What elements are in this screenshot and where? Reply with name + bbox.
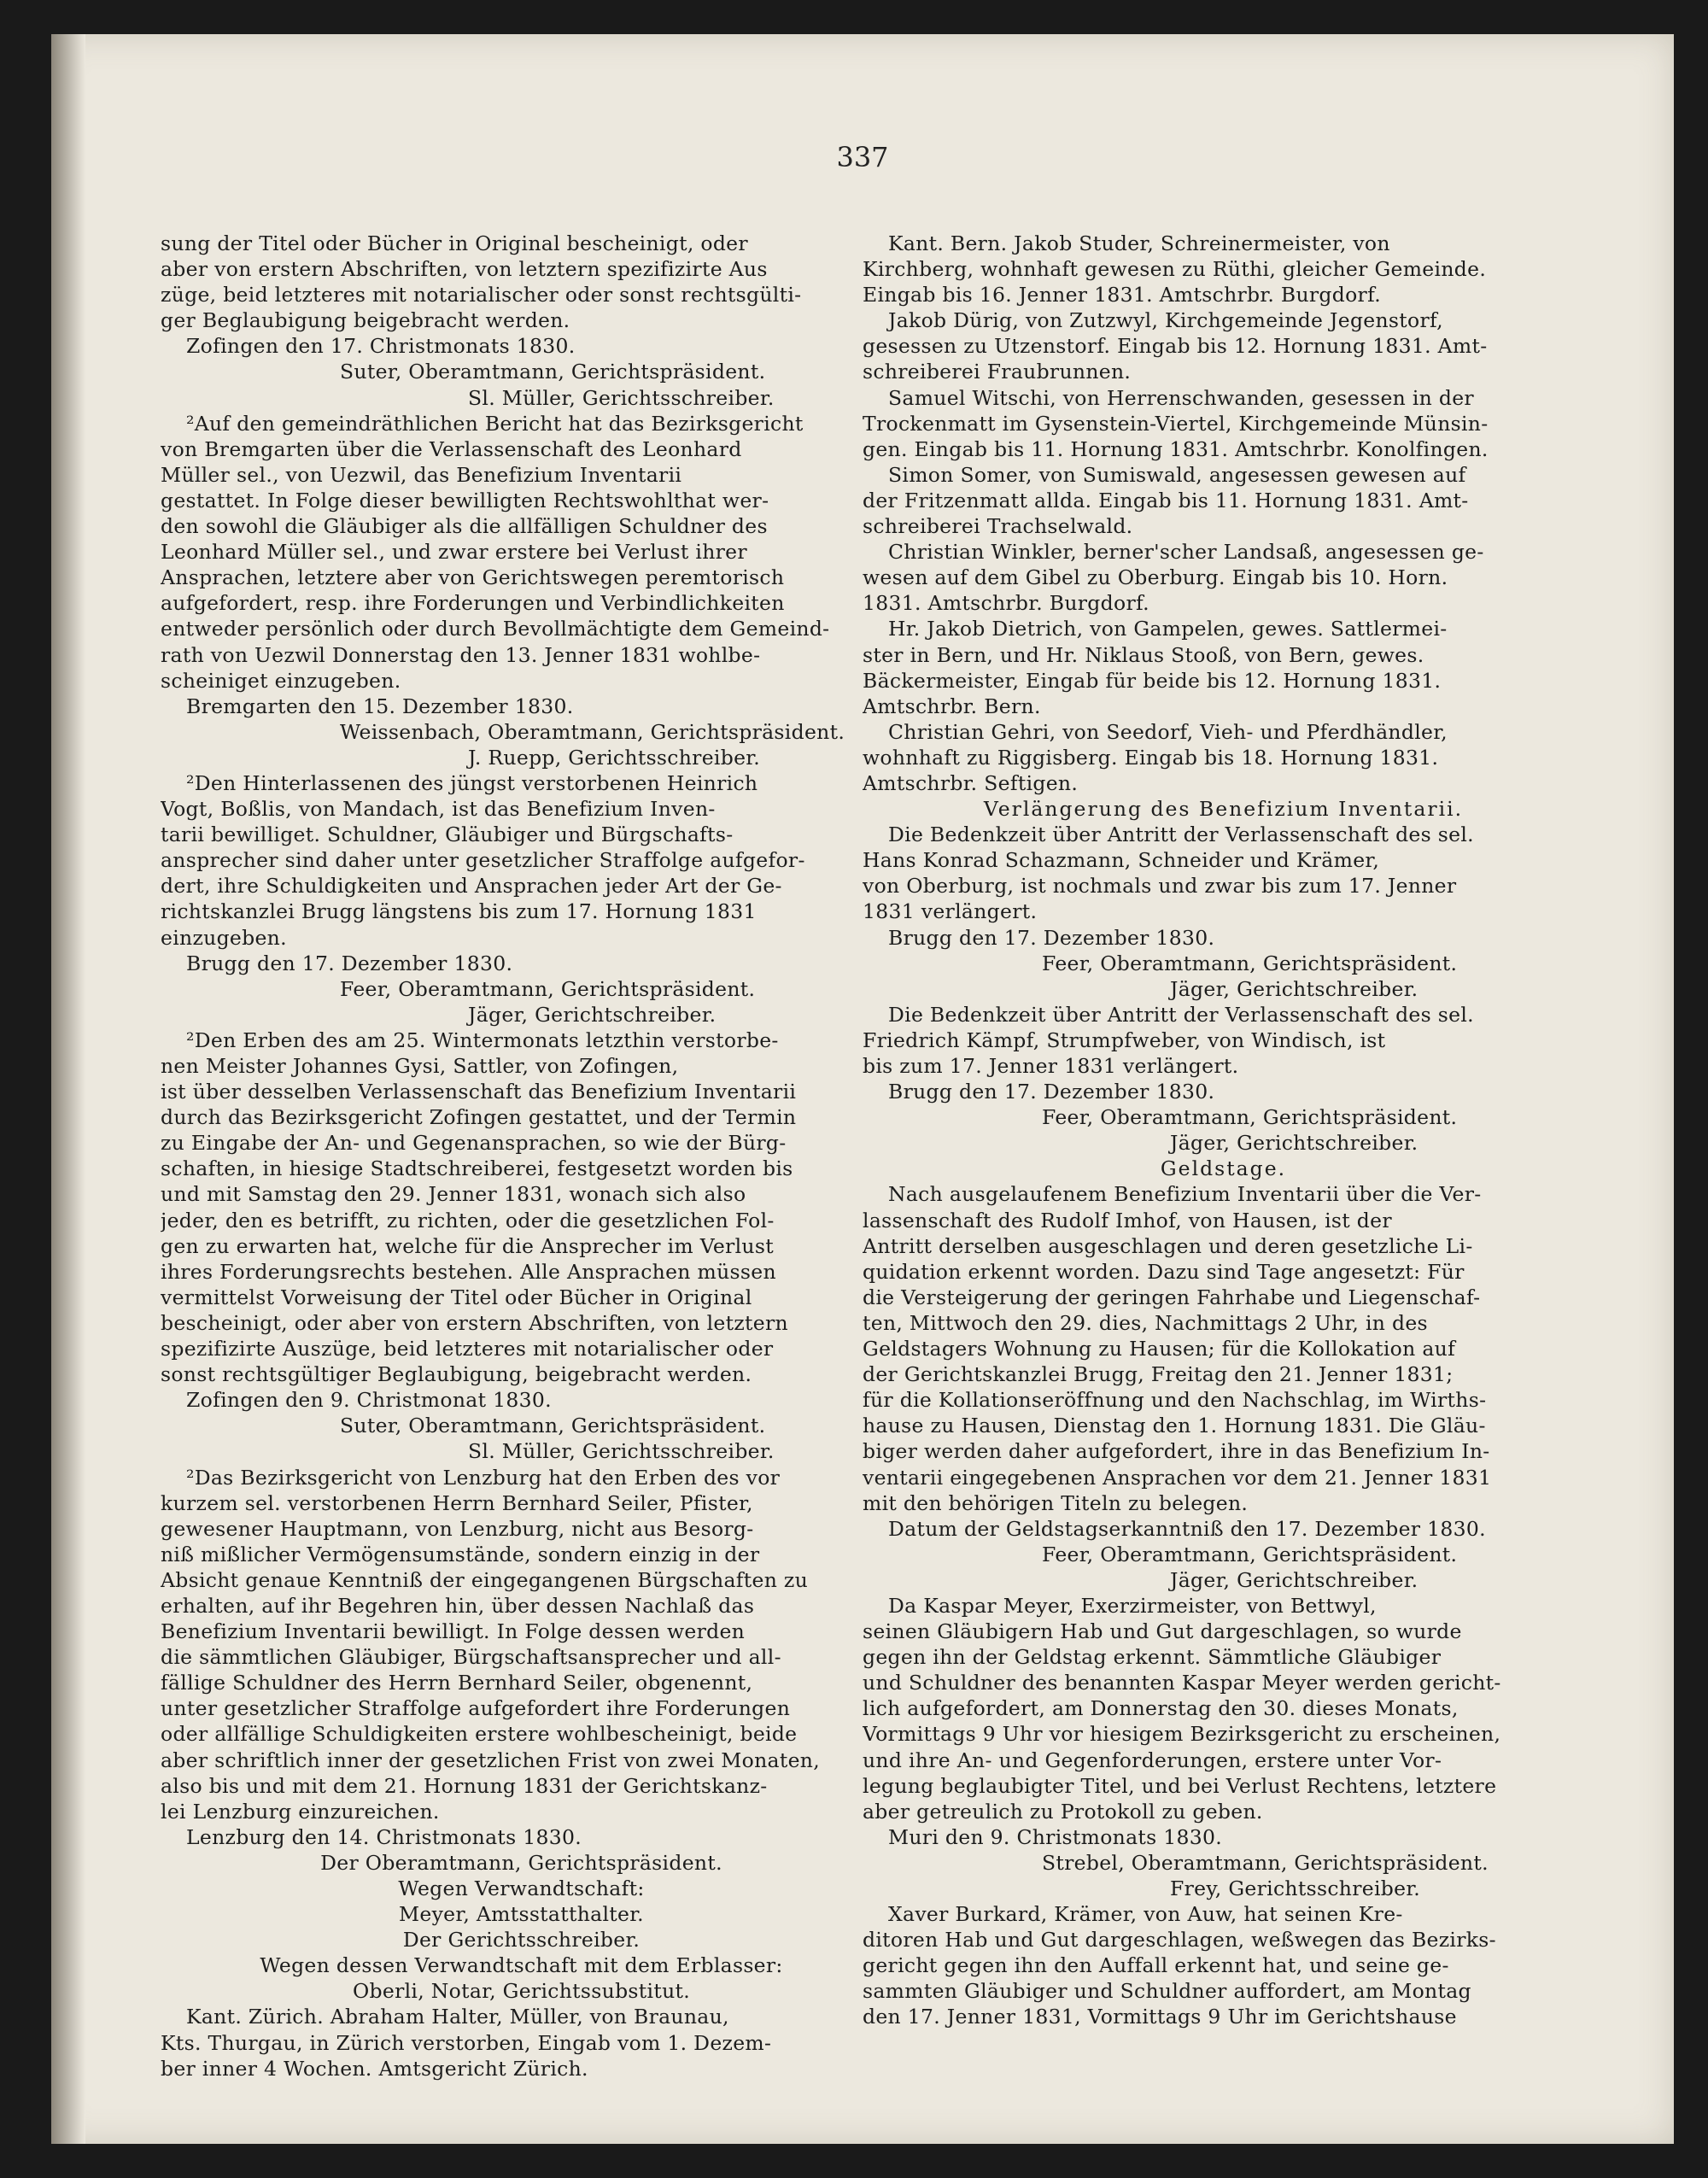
text-line: Der Oberamtmann, Gerichtspräsident.	[320, 1850, 722, 1875]
text-line: spezifizirte Auszüge, beid letzteres mit notarialischer oder	[161, 1337, 774, 1361]
text-line: sammten Gläubiger und Schuldner auffordert, am Montag	[863, 1979, 1471, 2004]
text-line: Antritt derselben ausgeschlagen und deren gesetzliche Li-	[863, 1233, 1473, 1258]
text-line: Kts. Thurgau, in Zürich verstorben, Eingab vom 1. Dezem-	[161, 2030, 772, 2055]
text-line: für die Kollationseröffnung und den Nachschlag, im Wirths-	[863, 1388, 1487, 1413]
text-line: Feer, Oberamtmann, Gerichtspräsident.	[1042, 1105, 1458, 1130]
text-line: nen Meister Johannes Gysi, Sattler, von Zofingen,	[161, 1054, 679, 1078]
text-line: J. Ruepp, Gerichtsschreiber.	[468, 745, 761, 770]
text-line: Zofingen den 17. Christmonats 1830.	[186, 334, 576, 359]
text-line: einzugeben.	[161, 925, 287, 950]
text-line: Feer, Oberamtmann, Gerichtspräsident.	[1042, 951, 1458, 975]
text-line: Vogt, Boßlis, von Mandach, ist das Benefizium Inven-	[161, 797, 716, 822]
text-line: Christian Winkler, berner'scher Landsaß, angesessen ge-	[888, 540, 1484, 565]
text-line: die Versteigerung der geringen Fahrhabe und Liegenschaf-	[863, 1285, 1481, 1309]
text-line: den 17. Jenner 1831, Vormittags 9 Uhr im Gerichtshause	[863, 2005, 1457, 2029]
text-line: Die Bedenkzeit über Antritt der Verlassenschaft des sel.	[888, 1002, 1474, 1027]
text-line: ger Beglaubigung beigebracht werden.	[161, 308, 570, 333]
text-line: schaften, in hiesige Stadtschreiberei, festgesetzt worden bis	[161, 1156, 793, 1181]
right-column	[863, 231, 1584, 2030]
text-line: Der Gerichtsschreiber.	[402, 1928, 640, 1953]
text-line: gericht gegen ihn den Auffall erkennt hat, und seine ge-	[863, 1953, 1449, 1978]
text-line: von Bremgarten über die Verlassenschaft des Leonhard	[161, 436, 742, 461]
text-line: Weissenbach, Oberamtmann, Gerichtspräsident.	[340, 719, 845, 744]
text-line: Zofingen den 9. Christmonat 1830.	[186, 1388, 552, 1413]
section-heading: Geldstage.	[1160, 1156, 1287, 1181]
text-line: Frey, Gerichtsschreiber.	[1170, 1876, 1421, 1900]
text-line: sung der Titel oder Bücher in Original bescheinigt, oder	[161, 231, 748, 255]
text-line: Wegen dessen Verwandtschaft mit dem Erblasser:	[260, 1953, 783, 1978]
text-line: 1831. Amtschrbr. Burgdorf.	[863, 591, 1149, 616]
text-line: Feer, Oberamtmann, Gerichtspräsident.	[340, 976, 756, 1001]
text-line: züge, beid letzteres mit notarialischer oder sonst rechtsgülti-	[161, 283, 802, 307]
text-line: der Gerichtskanzlei Brugg, Freitag den 21. Jenner 1831;	[863, 1362, 1454, 1387]
text-line: vermittelst Vorweisung der Titel oder Bücher in Original	[161, 1285, 752, 1309]
text-line: lei Lenzburg einzureichen.	[161, 1799, 440, 1824]
text-line: mit den behörigen Titeln zu belegen.	[863, 1490, 1249, 1515]
text-line: hause zu Hausen, Dienstag den 1. Hornung 1831. Die Gläu-	[863, 1414, 1486, 1438]
text-line: gewesener Hauptmann, von Lenzburg, nicht aus Besorg-	[161, 1516, 754, 1541]
text-line: Trockenmatt im Gysenstein-Viertel, Kirchgemeinde Münsin-	[863, 411, 1489, 436]
text-line: Suter, Oberamtmann, Gerichtspräsident.	[340, 360, 766, 384]
text-line: Sl. Müller, Gerichtsschreiber.	[468, 385, 775, 410]
text-line: zu Eingabe der An- und Gegenansprachen, so wie der Bürg-	[161, 1131, 787, 1156]
text-line: unter gesetzlicher Straffolge aufgefordert ihre Forderungen	[161, 1696, 791, 1721]
text-line: Kant. Bern. Jakob Studer, Schreinermeister, von	[888, 231, 1390, 255]
text-line: Geldstagers Wohnung zu Hausen; für die Kollokation auf	[863, 1337, 1456, 1361]
text-line: Bremgarten den 15. Dezember 1830.	[186, 694, 574, 718]
text-line: gestattet. In Folge dieser bewilligten Rechtswohlthat wer-	[161, 488, 769, 512]
text-line: aber schriftlich inner der gesetzlichen Frist von zwei Monaten,	[161, 1748, 821, 1772]
text-line: und Schuldner des benannten Kaspar Meyer werden gericht-	[863, 1671, 1501, 1695]
text-line: Vormittags 9 Uhr vor hiesigem Bezirksgericht zu erscheinen,	[863, 1722, 1501, 1747]
text-line: gesessen zu Utzenstorf. Eingab bis 12. Hornung 1831. Amt-	[863, 334, 1488, 359]
text-line: ihres Forderungsrechts bestehen. Alle Ansprachen müssen	[161, 1259, 776, 1284]
text-line: Christian Gehri, von Seedorf, Vieh- und Pferdhändler,	[888, 719, 1448, 744]
text-line: Lenzburg den 14. Christmonats 1830.	[186, 1824, 582, 1849]
text-line: Brugg den 17. Dezember 1830.	[186, 951, 513, 975]
text-line: scheiniget einzugeben.	[161, 668, 401, 693]
text-line: ²Den Erben des am 25. Wintermonats letzthin verstorbe-	[186, 1028, 779, 1052]
text-line: aber getreulich zu Protokoll zu geben.	[863, 1799, 1263, 1824]
text-line: Benefizium Inventarii bewilligt. In Folge dessen werden	[161, 1619, 746, 1644]
text-line: kurzem sel. verstorbenen Herrn Bernhard Seiler, Pfister,	[161, 1490, 753, 1515]
text-line: Oberli, Notar, Gerichtssubstitut.	[352, 1979, 691, 2004]
text-line: oder allfällige Schuldigkeiten erstere wohlbescheinigt, beide	[161, 1722, 798, 1747]
text-line: Bäckermeister, Eingab für beide bis 12. Hornung 1831.	[863, 668, 1442, 693]
text-line: ten, Mittwoch den 29. dies, Nachmittags 2 Uhr, in des	[863, 1310, 1428, 1335]
text-line: Simon Somer, von Sumiswald, angesessen gewesen auf	[888, 462, 1466, 487]
text-line: Eingab bis 16. Jenner 1831. Amtschrbr. Burgdorf.	[863, 283, 1382, 307]
text-line: Muri den 9. Christmonats 1830.	[888, 1824, 1223, 1849]
text-line: Brugg den 17. Dezember 1830.	[888, 1080, 1215, 1104]
text-line: richtskanzlei Brugg längstens bis zum 17. Hornung 1831	[161, 899, 757, 924]
text-line: ventarii eingegebenen Ansprachen vor dem 21. Jenner 1831	[863, 1465, 1492, 1490]
text-line: sonst rechtsgültiger Beglaubigung, beigebracht werden.	[161, 1362, 752, 1387]
text-line: Kirchberg, wohnhaft gewesen zu Rüthi, gleicher Gemeinde.	[863, 257, 1487, 282]
text-line: wohnhaft zu Riggisberg. Eingab bis 18. Hornung 1831.	[863, 745, 1439, 770]
text-line: quidation erkennt worden. Dazu sind Tage angesetzt: Für	[863, 1259, 1465, 1284]
text-line: seinen Gläubigern Hab und Gut dargeschlagen, so wurde	[863, 1619, 1462, 1644]
text-line: lassenschaft des Rudolf Imhof, von Hausen, ist der	[863, 1208, 1392, 1232]
text-line: Sl. Müller, Gerichtsschreiber.	[468, 1439, 775, 1464]
text-line: entweder persönlich oder durch Bevollmächtigte dem Gemeind-	[161, 617, 830, 641]
text-line: ansprecher sind daher unter gesetzlicher Straffolge aufgefor-	[161, 848, 805, 873]
text-line: fällige Schuldner des Herrn Bernhard Seiler, obgenennt,	[161, 1671, 753, 1695]
text-line: gen zu erwarten hat, welche für die Ansprecher im Verlust	[161, 1233, 774, 1258]
text-line: Jäger, Gerichtschreiber.	[468, 1002, 717, 1027]
text-line: von Oberburg, ist nochmals und zwar bis zum 17. Jenner	[863, 874, 1457, 899]
text-line: gen. Eingab bis 11. Hornung 1831. Amtschrbr. Konolfingen.	[863, 436, 1489, 461]
text-line: Amtschrbr. Seftigen.	[863, 770, 1079, 795]
text-line: erhalten, auf ihr Begehren hin, über dessen Nachlaß das	[161, 1593, 755, 1618]
text-line: Ansprachen, letztere aber von Gerichtswegen peremtorisch	[161, 565, 785, 590]
text-line: Hans Konrad Schazmann, Schneider und Krämer,	[863, 848, 1380, 873]
text-line: Nach ausgelaufenem Benefizium Inventarii über die Ver-	[888, 1182, 1482, 1207]
text-line: lich aufgefordert, am Donnerstag den 30. dieses Monats,	[863, 1696, 1459, 1721]
text-line: legung beglaubigter Titel, und bei Verlust Rechtens, letztere	[863, 1773, 1497, 1798]
text-line: bis zum 17. Jenner 1831 verlängert.	[863, 1054, 1239, 1078]
newspaper-page	[51, 34, 1674, 2144]
text-line: Absicht genaue Kenntniß der eingegangenen Bürgschaften zu	[161, 1567, 809, 1592]
text-line: Xaver Burkard, Krämer, von Auw, hat seinen Kre-	[888, 1902, 1403, 1927]
text-line: 1831 verlängert.	[863, 899, 1038, 924]
text-line: ist über desselben Verlassenschaft das Benefizium Inventarii	[161, 1080, 797, 1104]
text-line: bescheinigt, oder aber von erstern Abschriften, von letztern	[161, 1310, 788, 1335]
text-line: ber inner 4 Wochen. Amtsgericht Zürich.	[161, 2056, 588, 2081]
text-line: Leonhard Müller sel., und zwar erstere bei Verlust ihrer	[161, 540, 747, 565]
text-line: Jäger, Gerichtschreiber.	[1170, 1131, 1418, 1156]
text-line: Hr. Jakob Dietrich, von Gampelen, gewes. Sattlermei-	[888, 617, 1448, 641]
text-line: Brugg den 17. Dezember 1830.	[888, 925, 1215, 950]
left-column	[161, 231, 882, 2081]
text-line: also bis und mit dem 21. Hornung 1831 der Gerichtskanz-	[161, 1773, 768, 1798]
page-spine	[51, 34, 85, 2144]
text-line: durch das Bezirksgericht Zofingen gestattet, und der Termin	[161, 1105, 797, 1130]
text-line: niß mißlicher Vermögensumstände, sondern einzig in der	[161, 1542, 760, 1566]
text-line: biger werden daher aufgefordert, ihre in das Benefizium In-	[863, 1439, 1490, 1464]
text-line: Kant. Zürich. Abraham Halter, Müller, von Braunau,	[186, 2005, 729, 2029]
text-line: ster in Bern, und Hr. Niklaus Stooß, von Bern, gewes.	[863, 642, 1424, 667]
text-line: Strebel, Oberamtmann, Gerichtspräsident.	[1042, 1850, 1489, 1875]
text-line: aber von erstern Abschriften, von letztern spezifizirte Aus	[161, 257, 768, 282]
text-line: Samuel Witschi, von Herrenschwanden, gesessen in der	[888, 385, 1474, 410]
text-line: Friedrich Kämpf, Strumpfweber, von Windisch, ist	[863, 1028, 1386, 1052]
section-heading: Verlängerung des Benefizium Inventarii.	[983, 797, 1464, 822]
text-line: Amtschrbr. Bern.	[863, 694, 1041, 718]
text-line: und mit Samstag den 29. Jenner 1831, wonach sich also	[161, 1182, 746, 1207]
text-line: ²Das Bezirksgericht von Lenzburg hat den Erben des vor	[186, 1465, 781, 1490]
text-line: Datum der Geldstagserkanntniß den 17. Dezember 1830.	[888, 1516, 1486, 1541]
text-line: tarii bewilliget. Schuldner, Gläubiger und Bürgschafts-	[161, 823, 734, 847]
text-line: den sowohl die Gläubiger als die allfälligen Schuldner des	[161, 514, 768, 539]
text-line: Suter, Oberamtmann, Gerichtspräsident.	[340, 1414, 766, 1438]
page-number: 337	[836, 141, 889, 173]
text-line: ditoren Hab und Gut dargeschlagen, weßwegen das Bezirks-	[863, 1928, 1496, 1953]
text-line: Jäger, Gerichtschreiber.	[1170, 1567, 1418, 1592]
text-line: jeder, den es betrifft, zu richten, oder die gesetzlichen Fol-	[161, 1208, 775, 1232]
text-line: aufgefordert, resp. ihre Forderungen und Verbindlichkeiten	[161, 591, 785, 616]
text-line: Meyer, Amtsstatthalter.	[399, 1902, 644, 1927]
text-line: wesen auf dem Gibel zu Oberburg. Eingab bis 10. Horn.	[863, 565, 1448, 590]
text-line: Wegen Verwandtschaft:	[398, 1876, 645, 1900]
text-line: ²Auf den gemeindräthlichen Bericht hat das Bezirksgericht	[186, 411, 804, 436]
text-line: Müller sel., von Uezwil, das Benefizium Inventarii	[161, 462, 682, 487]
text-line: gegen ihn der Geldstag erkennt. Sämmtliche Gläubiger	[863, 1645, 1442, 1670]
text-line: Da Kaspar Meyer, Exerzirmeister, von Bettwyl,	[888, 1593, 1377, 1618]
text-line: Die Bedenkzeit über Antritt der Verlassenschaft des sel.	[888, 823, 1474, 847]
text-line: schreiberei Trachselwald.	[863, 514, 1133, 539]
text-line: dert, ihre Schuldigkeiten und Ansprachen jeder Art der Ge-	[161, 874, 782, 899]
text-line: Jäger, Gerichtschreiber.	[1170, 976, 1418, 1001]
text-line: schreiberei Fraubrunnen.	[863, 360, 1132, 384]
text-line: rath von Uezwil Donnerstag den 13. Jenner 1831 wohlbe-	[161, 642, 761, 667]
text-line: die sämmtlichen Gläubiger, Bürgschaftsansprecher und all-	[161, 1645, 781, 1670]
text-line: Jakob Dürig, von Zutzwyl, Kirchgemeinde Jegenstorf,	[888, 308, 1443, 333]
text-line: und ihre An- und Gegenforderungen, erstere unter Vor-	[863, 1748, 1442, 1772]
text-line: Feer, Oberamtmann, Gerichtspräsident.	[1042, 1542, 1458, 1566]
text-line: ²Den Hinterlassenen des jüngst verstorbenen Heinrich	[186, 770, 758, 795]
text-line: der Fritzenmatt allda. Eingab bis 11. Hornung 1831. Amt-	[863, 488, 1469, 512]
